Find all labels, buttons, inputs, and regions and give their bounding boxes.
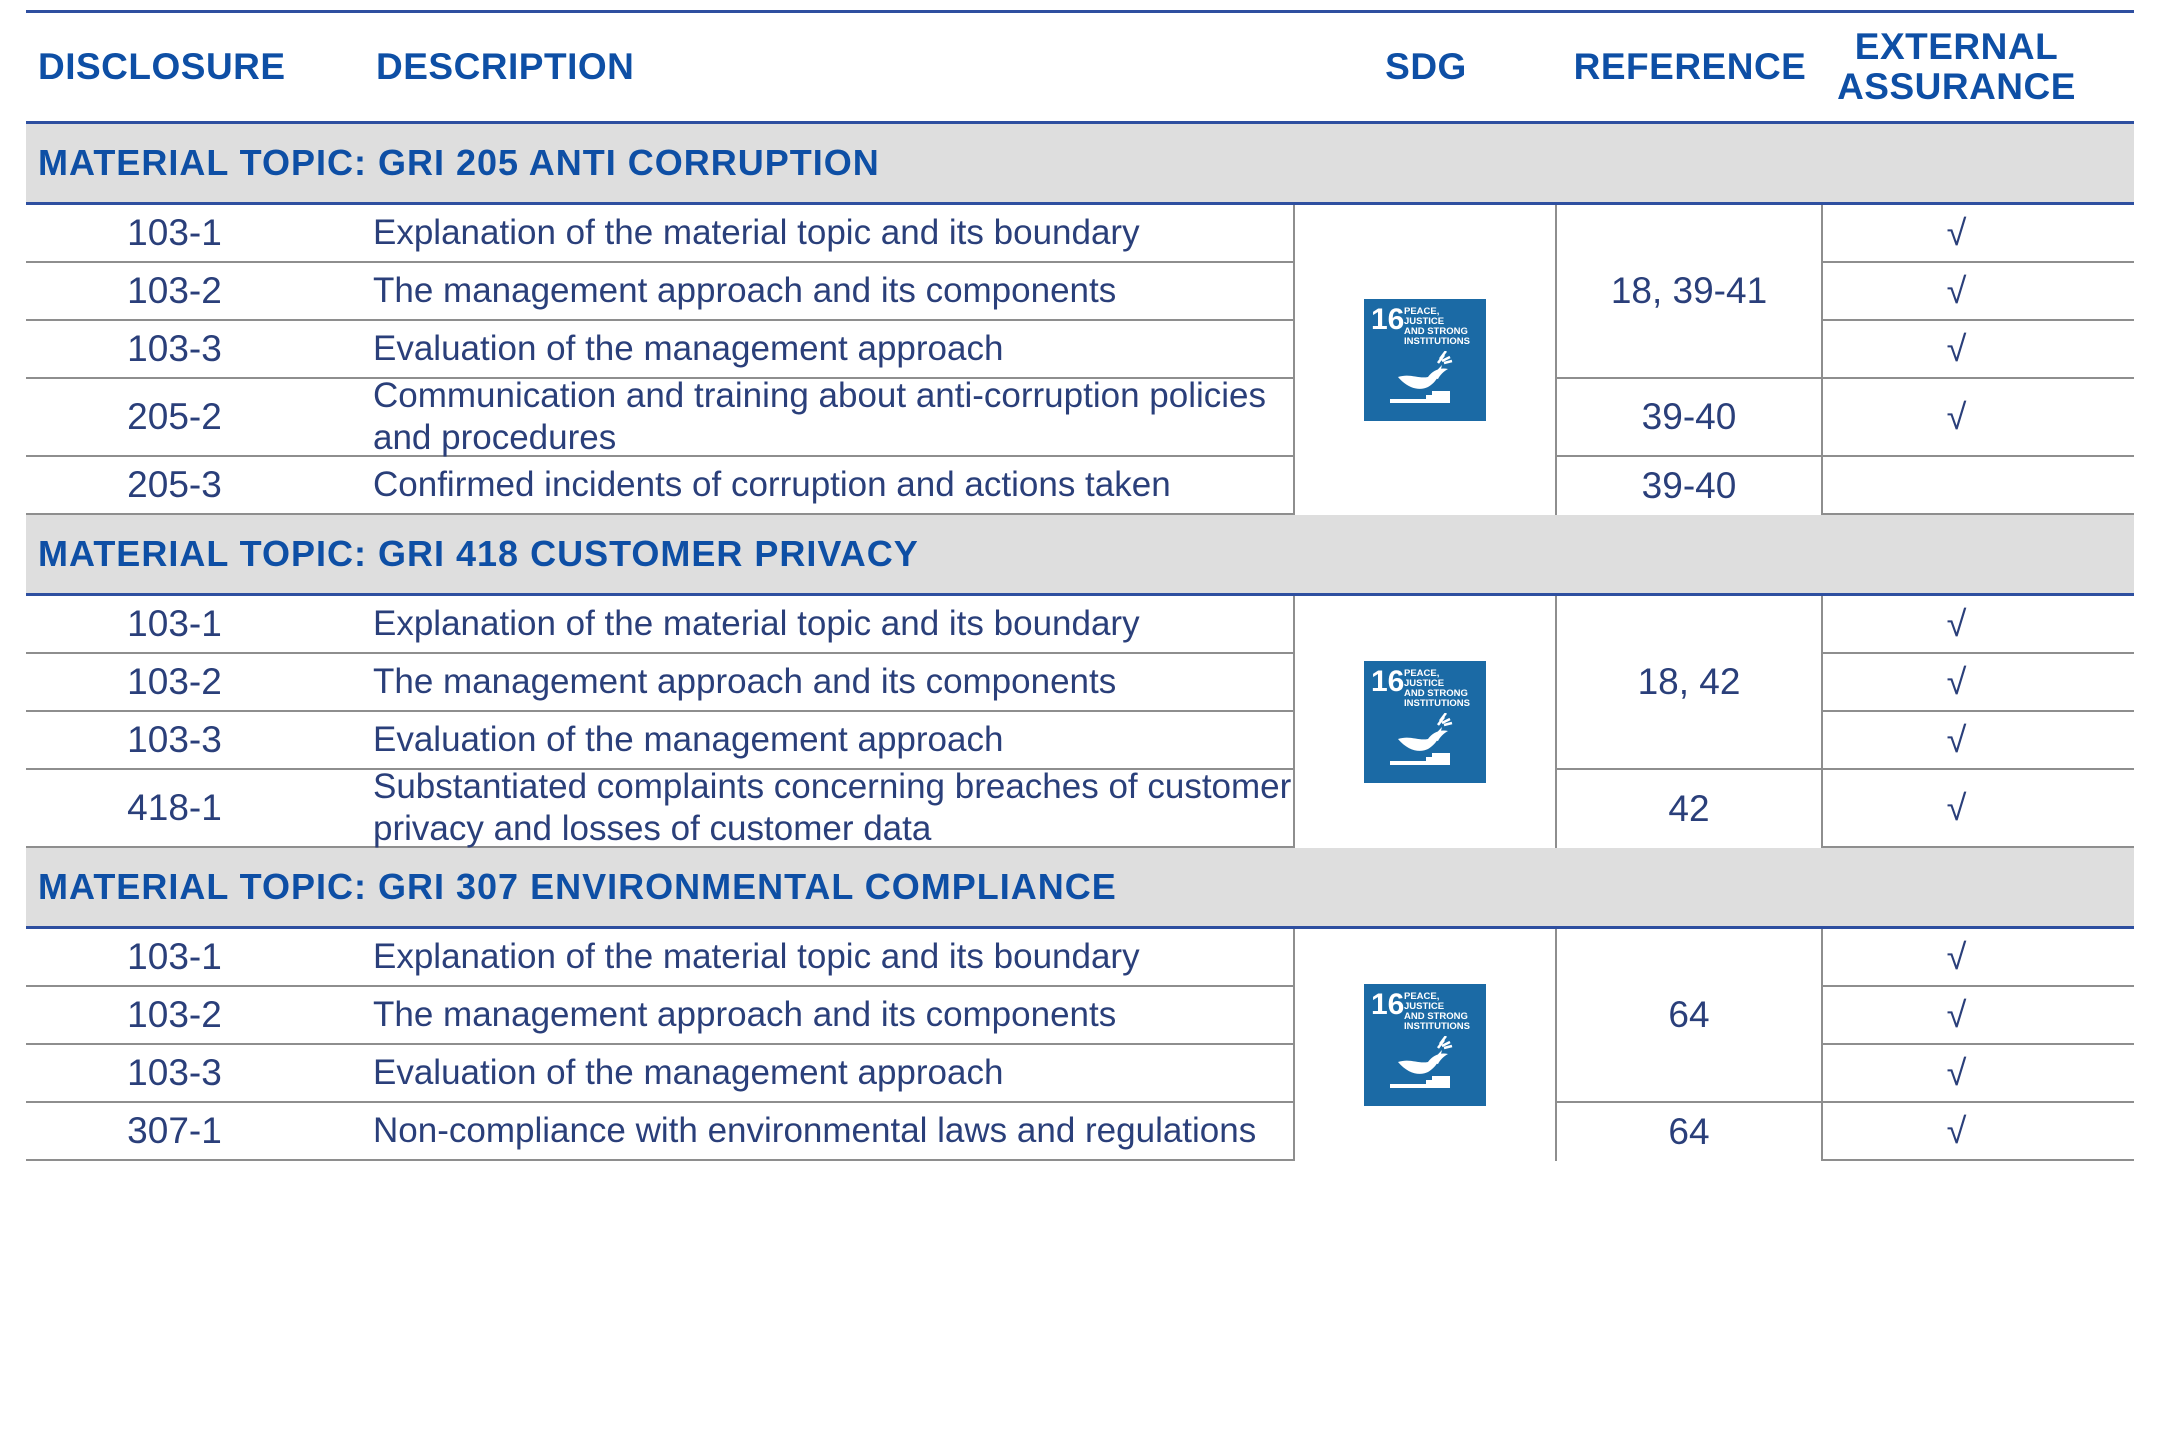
assurance-check: √ [1946,661,1967,702]
disclosure-description: Evaluation of the management approach [353,712,1295,768]
reference-pages: 64 [1557,929,1821,1101]
assurance-check: √ [1946,1052,1967,1093]
reference-pages: 39-40 [1557,379,1821,455]
disclosure-code: 418-1 [127,787,222,828]
header-description: DESCRIPTION [376,46,635,87]
header-disclosure: DISCLOSURE [38,46,286,87]
disclosure-description: Non-compliance with environmental laws and regulations [353,1103,1295,1159]
disclosure-description: Substantiated complaints concerning breaches of customer privacy and losses of customer data [353,770,1295,846]
disclosure-description: Explanation of the material topic and its boundary [353,205,1295,261]
assurance-check: √ [1946,212,1967,253]
header-sdg: SDG [1385,46,1467,87]
material-topic-heading: MATERIAL TOPIC: GRI 307 ENVIRONMENTAL COMPLIANCE [26,848,2134,929]
sdg-label-line: AND STRONG [1404,688,1468,699]
disclosure-description: Evaluation of the management approach [353,1045,1295,1101]
disclosure-code: 103-3 [127,719,222,760]
disclosure-code: 103-2 [127,270,222,311]
sdg-label [1404,307,1482,347]
disclosure-code: 103-1 [127,936,222,977]
reference-pages: 18, 39-41 [1557,205,1821,377]
assurance-check: √ [1946,270,1967,311]
header-reference: REFERENCE [1573,46,1807,87]
disclosure-description: The management approach and its components [353,263,1295,319]
disclosure-code: 103-1 [127,603,222,644]
material-topic-heading: MATERIAL TOPIC: GRI 418 CUSTOMER PRIVACY [26,515,2134,596]
sdg-number: 16 [1371,988,1405,1021]
sdg-label-line: AND STRONG [1404,326,1468,337]
sdg-label [1404,992,1482,1032]
disclosure-description: Explanation of the material topic and its boundary [353,929,1295,985]
disclosure-code: 103-2 [127,661,222,702]
disclosure-description: The management approach and its components [353,987,1295,1043]
sdg16-badge [1364,984,1486,1106]
dove-gavel-icon [1388,1036,1464,1098]
disclosure-code: 205-3 [127,464,222,505]
sdg-label-line: INSTITUTIONS [1404,1021,1470,1032]
assurance-check: √ [1946,936,1967,977]
disclosure-code: 103-2 [127,994,222,1035]
assurance-check: √ [1946,994,1967,1035]
sdg-merged-cell [1295,929,1555,1161]
dove-gavel-icon [1388,713,1464,775]
sdg-label-line: INSTITUTIONS [1404,698,1470,709]
assurance-check: √ [1946,787,1967,828]
sdg-number: 16 [1371,665,1405,698]
disclosure-code: 103-3 [127,1052,222,1093]
table-header [26,13,2134,124]
topic-block [26,205,2134,515]
disclosure-code: 307-1 [127,1110,222,1151]
sdg-number: 16 [1371,303,1405,336]
assurance-check: √ [1946,1110,1967,1151]
sdg-label [1404,669,1482,709]
reference-pages: 18, 42 [1557,596,1821,768]
assurance-check: √ [1946,719,1967,760]
assurance-check [1823,457,2090,513]
assurance-check: √ [1946,396,1967,437]
sdg-label-line: INSTITUTIONS [1404,336,1470,347]
disclosure-code: 103-3 [127,328,222,369]
assurance-check: √ [1946,328,1967,369]
reference-pages: 64 [1557,1103,1821,1161]
header-assurance-line2: ASSURANCE [1837,66,2076,107]
header-external-assurance [1823,13,2090,121]
disclosure-description: Communication and training about anti-corruption policies and procedures [353,379,1295,455]
sdg-merged-cell [1295,205,1555,515]
header-assurance-line1: EXTERNAL [1854,26,2059,67]
disclosure-description: The management approach and its components [353,654,1295,710]
sdg-label-line: AND STRONG [1404,1011,1468,1022]
topic-block [26,929,2134,1161]
sdg-label-line: PEACE, JUSTICE [1404,306,1445,327]
disclosure-code: 205-2 [127,396,222,437]
sdg16-badge [1364,661,1486,783]
assurance-check: √ [1946,603,1967,644]
disclosure-code: 103-1 [127,212,222,253]
reference-pages: 42 [1557,770,1821,848]
disclosure-description: Confirmed incidents of corruption and actions taken [353,457,1295,513]
material-topic-heading: MATERIAL TOPIC: GRI 205 ANTI CORRUPTION [26,124,2134,205]
topic-block [26,596,2134,848]
sdg-label-line: PEACE, JUSTICE [1404,991,1445,1012]
dove-gavel-icon [1388,351,1464,413]
disclosure-description: Evaluation of the management approach [353,321,1295,377]
sdg-merged-cell [1295,596,1555,848]
table-body [26,124,2134,1161]
reference-pages: 39-40 [1557,457,1821,515]
disclosure-description: Explanation of the material topic and its boundary [353,596,1295,652]
gri-content-index-table [26,10,2134,1161]
sdg16-badge [1364,299,1486,421]
sdg-label-line: PEACE, JUSTICE [1404,668,1445,689]
